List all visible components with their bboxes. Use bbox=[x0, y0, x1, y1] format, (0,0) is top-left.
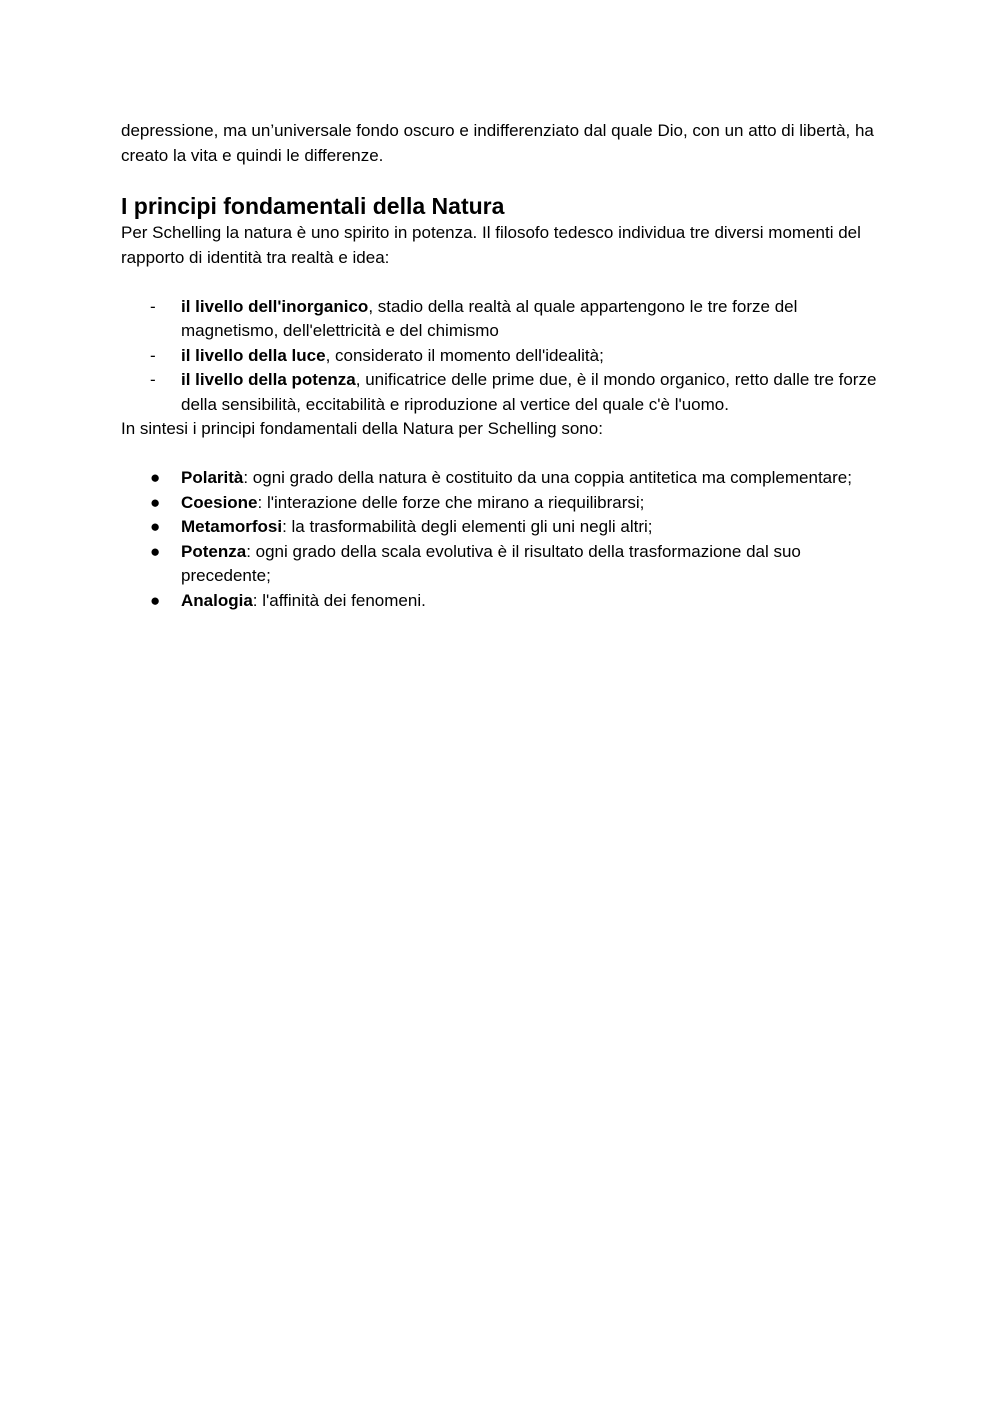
dash-marker: - bbox=[150, 296, 156, 316]
summary-paragraph: In sintesi i principi fondamentali della Natura per Schelling sono: bbox=[121, 419, 603, 438]
item-text: : ogni grado della scala evolutiva è il risultato della trasformazione dal suo precedente; bbox=[181, 541, 801, 585]
item-text: , considerato il momento dell'idealità; bbox=[325, 345, 604, 365]
bullet-icon: ● bbox=[150, 492, 161, 512]
item-term: Analogia bbox=[181, 590, 253, 610]
item-term: Potenza bbox=[181, 541, 247, 561]
item-text: : la trasformabilità degli elementi gli uni negli altri; bbox=[282, 517, 653, 536]
list-item bbox=[121, 344, 881, 369]
dash-marker: - bbox=[150, 345, 156, 365]
item-text: : ogni grado della natura è costituito da una coppia antitetica ma complementare; bbox=[243, 468, 852, 487]
dash-list bbox=[121, 295, 881, 418]
bullet-list bbox=[121, 466, 881, 613]
item-text: , unificatrice delle prime due, è il mondo organico, retto dalle tre forze della sensibilità, eccitabilità e riproduzione al vertice del quale c'è l'uomo. bbox=[181, 370, 877, 414]
section-heading: I principi fondamentali della Natura bbox=[121, 193, 505, 219]
list-item bbox=[121, 491, 881, 516]
item-text: , stadio della realtà al quale appartengono le tre forze del magnetismo, dell'elettricità e del chimismo bbox=[181, 296, 798, 340]
list-item bbox=[121, 466, 881, 491]
bullet-icon: ● bbox=[150, 590, 161, 610]
item-term: Polarità bbox=[181, 468, 244, 487]
list-item bbox=[121, 368, 881, 417]
item-term: il livello della luce bbox=[181, 345, 326, 365]
item-text: : l'affinità dei fenomeni. bbox=[252, 590, 426, 610]
intro-paragraph: depressione, ma un’universale fondo oscuro e indifferenziato dal quale Dio, con un atto di libertà, ha creato la vita e quindi le differenze. bbox=[121, 121, 874, 165]
item-term: il livello della potenza bbox=[181, 370, 356, 389]
bullet-icon: ● bbox=[150, 517, 161, 536]
list-item bbox=[121, 540, 881, 589]
page-content bbox=[121, 119, 881, 613]
section-paragraph: Per Schelling la natura è uno spirito in potenza. Il filosofo tedesco individua tre diversi momenti del rapporto di identità tra realtà e idea: bbox=[121, 223, 861, 267]
item-text: : l'interazione delle forze che mirano a riequilibrarsi; bbox=[257, 492, 645, 512]
list-item bbox=[121, 295, 881, 344]
item-term: il livello dell'inorganico bbox=[181, 296, 369, 316]
dash-marker: - bbox=[150, 370, 156, 389]
item-term: Metamorfosi bbox=[181, 517, 283, 536]
spacer bbox=[121, 442, 881, 467]
item-term: Coesione bbox=[181, 492, 258, 512]
spacer bbox=[121, 270, 881, 295]
bullet-icon: ● bbox=[150, 541, 161, 561]
bullet-icon: ● bbox=[150, 468, 161, 487]
list-item bbox=[121, 515, 881, 540]
list-item bbox=[121, 589, 881, 614]
